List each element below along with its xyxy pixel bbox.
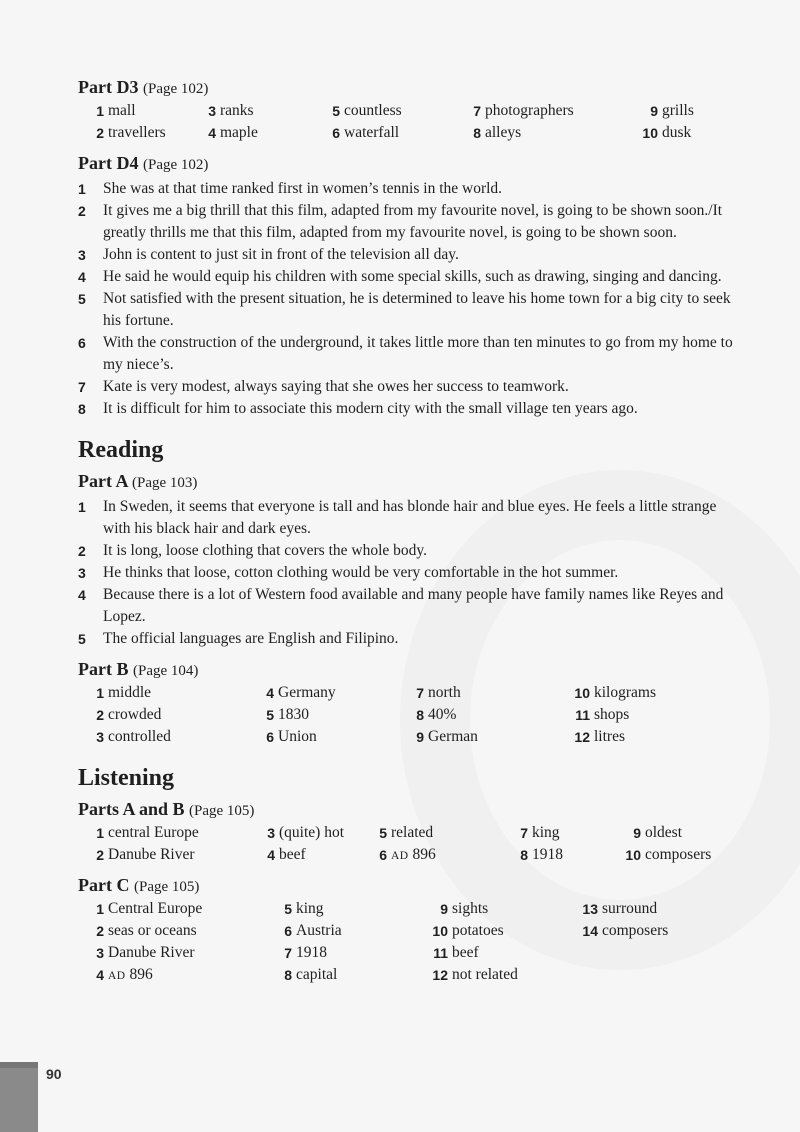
item-number: 1 [96,825,104,841]
item-number: 8 [416,707,424,723]
answer-text: composers [645,846,712,863]
answer-text: seas or oceans [108,922,197,939]
answer-text: alleys [485,124,522,141]
answer-cell [284,964,338,986]
list-item [78,288,738,332]
reading-part-a-answers [78,496,738,650]
item-text: It is difficult for him to associate this modern city with the small village ten years ago. [103,400,638,417]
answer-cell [284,898,324,920]
answer-text: Union [278,728,317,745]
answer-cell [96,898,203,920]
list-item [78,628,738,650]
item-number: 5 [284,901,292,917]
answer-text: controlled [108,728,171,745]
answer-text: beef [452,944,479,961]
answer-text: grills [662,102,694,119]
item-number: 4 [78,269,86,285]
item-number: 1 [96,103,104,119]
listening-parts-ab-heading [78,796,738,822]
listening-part-c-heading [78,872,738,898]
item-text: It is long, loose clothing that covers the whole body. [103,542,428,559]
answer-text: AD 896 [108,966,153,983]
answer-text: maple [220,124,258,141]
answer-row [78,844,738,866]
answer-text: countless [344,102,402,119]
item-number: 9 [650,103,658,119]
list-item [78,376,738,398]
item-number: 5 [78,291,86,307]
item-number: 3 [267,825,275,841]
answer-text: 40% [428,706,457,723]
item-number: 4 [208,125,216,141]
answer-cell [332,122,400,144]
item-number: 4 [267,847,275,863]
item-number: 6 [78,335,86,351]
answer-text: 1830 [278,706,309,723]
page-reference: (Page 102) [142,157,209,173]
item-number: 3 [208,103,216,119]
answer-cell [574,726,625,748]
answer-row [78,898,738,920]
item-number: 7 [78,379,86,395]
answer-cell [284,920,342,942]
item-number: 7 [416,685,424,701]
part-d4-heading [78,150,738,176]
answer-cell [520,844,563,866]
list-item [78,584,738,628]
answer-text: shops [594,706,630,723]
list-item [78,332,738,376]
item-number: 1 [96,685,104,701]
answer-text: related [391,824,434,841]
part-title: Part D3 [78,77,139,97]
answer-cell [440,898,489,920]
item-text: He said he would equip his children with some special skills, such as drawing, singing and dancing. [103,268,722,285]
answer-text: king [532,824,560,841]
answer-text: north [428,684,461,701]
part-d3-heading [78,74,738,100]
answer-key-content [78,74,738,986]
item-text: In Sweden, it seems that everyone is tall and has blonde hair and blue eyes. He feels a little strange with his black hair and dark eyes. [103,498,717,537]
item-number: 3 [96,729,104,745]
answer-cell [266,704,309,726]
answer-cell [575,704,630,726]
item-number: 12 [432,967,448,983]
item-number: 5 [379,825,387,841]
answer-cell [284,942,327,964]
item-text: It gives me a big thrill that this film, adapted from my favourite novel, is going to be shown soon./It greatly thrills me that this film, adapted from my favourite novel, is going to be shown soon. [103,202,723,241]
item-number: 1 [78,499,86,515]
answer-text: 1918 [532,846,563,863]
answer-cell [332,100,402,122]
answer-cell [432,964,518,986]
item-number: 9 [416,729,424,745]
item-number: 5 [266,707,274,723]
answer-cell [96,920,197,942]
item-number: 5 [332,103,340,119]
answer-cell [96,100,136,122]
answer-cell [416,726,478,748]
list-item [78,496,738,540]
list-item [78,244,738,266]
answer-row [78,704,738,726]
answer-row [78,726,738,748]
item-text: She was at that time ranked first in women’s tennis in the world. [103,180,503,197]
answer-cell [416,682,461,704]
part-title: Part B [78,659,129,679]
page-reference: (Page 103) [132,475,198,491]
answer-cell [433,942,479,964]
answer-row [78,822,738,844]
answer-cell [625,844,712,866]
answer-text: Danube River [108,846,195,863]
answer-cell [266,682,336,704]
answer-text: not related [452,966,518,983]
answer-cell [633,822,683,844]
answer-text: ranks [220,102,254,119]
part-d3-answers [78,100,738,144]
list-item [78,266,738,288]
item-number: 10 [432,923,448,939]
answer-cell [96,822,199,844]
list-item [78,540,738,562]
item-number: 7 [520,825,528,841]
item-number: 12 [574,729,590,745]
page-reference: (Page 102) [142,81,209,97]
answer-cell [208,100,254,122]
answer-cell [208,122,258,144]
answer-text: (quite) hot [279,824,344,841]
answer-text: surround [602,900,658,917]
item-number: 8 [473,125,481,141]
item-number: 1 [96,901,104,917]
page-edge-tab [0,1068,38,1132]
answer-row [78,920,738,942]
page-reference: (Page 105) [133,879,200,895]
answer-text: 1918 [296,944,327,961]
answer-cell [416,704,457,726]
item-text: Because there is a lot of Western food available and many people have family names like Reyes and Lopez. [103,586,724,625]
part-d4-answers [78,178,738,420]
answer-row [78,682,738,704]
listening-part-c-answers [78,898,738,986]
answer-text: beef [279,846,306,863]
answer-text: mall [108,102,136,119]
reading-part-b-answers [78,682,738,748]
listening-section-heading: Listening [78,765,175,791]
item-number: 9 [440,901,448,917]
answer-cell [267,844,306,866]
answer-cell [96,964,153,987]
item-number: 13 [582,901,598,917]
item-number: 14 [582,923,598,939]
answer-text: potatoes [452,922,504,939]
answer-row [78,100,738,122]
answer-cell [473,100,574,122]
answer-text: litres [594,728,625,745]
answer-cell [96,122,166,144]
part-title: Part C [78,875,130,895]
item-number: 4 [266,685,274,701]
answer-row [78,122,738,144]
answer-cell [96,942,195,964]
answer-text: sights [452,900,489,917]
page-reference: (Page 104) [132,663,199,679]
answer-cell [96,682,152,704]
answer-text: kilograms [594,684,656,701]
item-number: 6 [332,125,340,141]
answer-cell [266,726,317,748]
part-title: Parts A and B [78,799,185,819]
reading-section-heading: Reading [78,437,164,463]
item-number: 2 [78,203,86,219]
answer-cell [96,844,195,866]
item-number: 6 [284,923,292,939]
item-number: 11 [575,707,590,723]
item-number: 10 [625,847,641,863]
answer-row [78,942,738,964]
item-text: Not satisfied with the present situation, he is determined to leave his home town for a big city to seek his fortune. [103,290,731,329]
item-number: 10 [642,125,658,141]
answer-text: middle [108,684,152,701]
answer-cell [96,704,162,726]
item-number: 5 [78,631,86,647]
answer-text: oldest [645,824,683,841]
answer-text: king [296,900,324,917]
answer-cell [520,822,560,844]
answer-text: German [428,728,478,745]
item-number: 8 [78,401,86,417]
answer-cell [473,122,522,144]
answer-text: Austria [296,922,342,939]
item-number: 2 [96,125,104,141]
answer-text: waterfall [344,124,400,141]
answer-cell [379,822,434,844]
part-title: Part D4 [78,153,139,173]
item-text: Kate is very modest, always saying that she owes her success to teamwork. [103,378,569,395]
listening-parts-ab-answers [78,822,738,866]
item-number: 6 [266,729,274,745]
item-number: 3 [78,247,86,263]
answer-cell [582,898,658,920]
item-number: 11 [433,945,448,961]
answer-text: dusk [662,124,692,141]
item-number: 2 [96,847,104,863]
answer-row [78,964,738,986]
list-item [78,562,738,584]
answer-text: composers [602,922,669,939]
item-number: 2 [96,707,104,723]
answer-cell [642,122,692,144]
answer-cell [267,822,344,844]
answer-cell [432,920,504,942]
item-number: 1 [78,181,86,197]
reading-part-a-heading [78,468,738,494]
item-number: 6 [379,847,387,863]
item-text: With the construction of the underground, it takes little more than ten minutes to go from my home to my niece’s. [103,334,733,373]
item-number: 2 [96,923,104,939]
list-item [78,200,738,244]
item-number: 8 [284,967,292,983]
item-number: 10 [574,685,590,701]
answer-cell [96,726,171,748]
answer-text: travellers [108,124,166,141]
item-number: 4 [96,967,104,983]
item-number: 2 [78,543,86,559]
item-number: 8 [520,847,528,863]
answer-text: AD 896 [391,846,436,863]
answer-cell [650,100,694,122]
item-number: 3 [96,945,104,961]
item-text: The official languages are English and Filipino. [103,630,399,647]
answer-cell [582,920,669,942]
answer-text: capital [296,966,338,983]
answer-text: Germany [278,684,336,701]
page-number: 90 [46,1066,62,1082]
item-number: 3 [78,565,86,581]
item-text: He thinks that loose, cotton clothing would be very comfortable in the hot summer. [103,564,619,581]
item-number: 7 [473,103,481,119]
item-number: 4 [78,587,86,603]
page-reference: (Page 105) [189,803,255,819]
item-text: John is content to just sit in front of the television all day. [103,246,459,263]
answer-text: photographers [485,102,574,119]
item-number: 9 [633,825,641,841]
list-item [78,398,738,420]
answer-cell [379,844,436,867]
item-number: 7 [284,945,292,961]
list-item [78,178,738,200]
part-title: Part A [78,471,128,491]
answer-text: Danube River [108,944,195,961]
answer-cell [574,682,656,704]
answer-text: crowded [108,706,162,723]
answer-text: Central Europe [108,900,203,917]
answer-text: central Europe [108,824,199,841]
reading-part-b-heading [78,656,738,682]
